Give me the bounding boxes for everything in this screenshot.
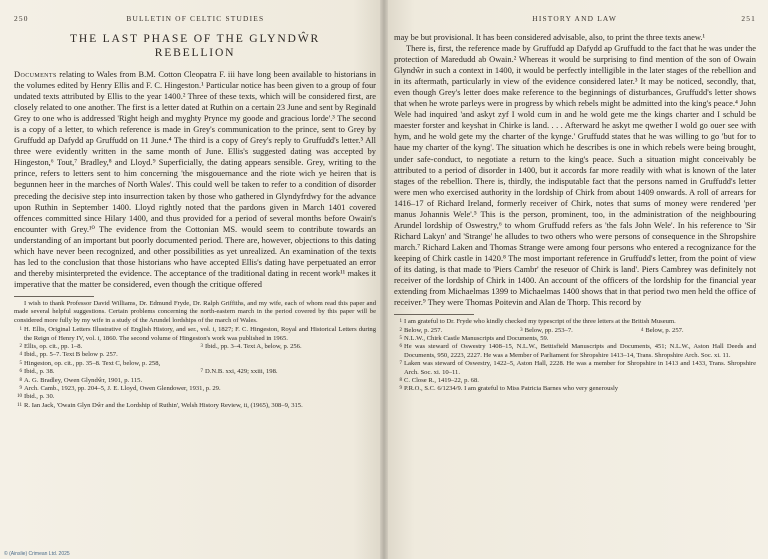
- footnote-text: He was steward of Oswestry 1408–15, N.L.W., Bettisfield Manuscripts and Documents, 451; N.L.W., Aston Hall Deeds and Documents, 950, 2223, 2227. He was a Member of Parliament for Shropshire 1413–14, Trans. Shropshire Arch. Soc. xi. 11.: [404, 343, 756, 359]
- article-title: [14, 32, 376, 60]
- footnote-number: 5: [19, 360, 22, 366]
- footnote-text: R. Ian Jack, 'Owain Glyn Dŵr and the Lordship of Ruthin', Welsh History Review, ii, (1965), 308–9, 315.: [24, 401, 303, 409]
- footnote-text: N.L.W., Chirk Castle Manuscripts and Documents, 59.: [404, 334, 549, 342]
- left-footnotes: [14, 326, 376, 410]
- article-title-line-1: THE LAST PHASE OF THE GLYNDŴR: [70, 32, 320, 45]
- footnote-text: P.R.O., S.C. 6/1234/9. I am grateful to Miss Patricia Barnes who very generously: [404, 385, 619, 393]
- footnote-pair: [14, 343, 376, 351]
- acknowledgement-note: I wish to thank Professor David Williams, Dr. Edmund Fryde, Dr. Ralph Griffiths, and my wife, each of whom read this paper and made several helpful suggestions. Certain problems concerning the north-eastern march in the period covered by this paper will be considered more fully by my wife in a study of the Arundel lordships of the march of Wales.: [14, 299, 376, 324]
- right-body-text: [394, 32, 756, 308]
- footnote-row: [394, 327, 756, 335]
- footnote-text: Below, p. 257.: [404, 326, 443, 334]
- footnote-text: Arch. Camb., 1923, pp. 204–5, J. E. Lloyd, Owen Glendower, 1931, p. 29.: [24, 385, 221, 392]
- footnote-number: 1: [399, 319, 402, 325]
- footnote: [14, 393, 376, 401]
- footnote: [14, 351, 376, 359]
- footnote-number: 2: [399, 327, 402, 333]
- footnote: [14, 360, 376, 368]
- footnote: [394, 385, 756, 393]
- footnote: [14, 385, 376, 393]
- left-paragraph-text: relating to Wales from B.M. Cotton Cleopatra F. iii have long been available to historians in the volumes edited by Henry Ellis and F. C. Hingeston.¹ Particular notice has been given to a group of four undated texts attributed by Ellis to the year 1400.² Three of these texts, which will be considered first, are closely related to one another. The first is a letter dated at Ruthin on a certain 23 June and sent by Reginald Grey to one who is addressed 'Right heigh and myghty Prynce my goode and gracious lorde'.³ The second is a copy of a letter, to which reference is made in Grey's communication to the prince, sent to Grey by Gruffudd ap Dafydd ap Gruffudd on 11 June.⁴ The third is a copy of Grey's reply to Gruffudd's letter.⁵ All three were evidently written in the same month of June. Ellis's suggested dating was accepted by Hingeston,⁶ Tout,⁷ Bradley,⁸ and Lloyd.⁹ Superficially, the dating appears sensible. Grey, writing to the prince, refers to letters sent to him concerning 'the misgouernance and the riote wich ye heiren that is begunnen heer in the marches of North Wales'. This could well be taken to refer to a condition of disorder preceding the decisive step into insurrection taken by those who gathered in Glyndyfrdwy for the advance upon Ruthin in September 1400. Lloyd rightly noted that the pardons given in March 1401 covered offences committed since Hilary 1400, and thus provided for a period of several months before Owain's encounter with Grey.¹⁰ The evidence from the Cottonian MS. would seem to contribute towards an understanding of an important but poorly documented period. There are, however, objections to this dating which have never been recognized, and other possibilities as yet unrealized. An examination of the texts has led to the conclusion that those historians who have accepted Ellis's dating have perpetuated an error and thereby misinterpreted the evidence. The acceptance of the traditional dating in recent work¹¹ makes it imperative that the matter be considered, even though the critique offered: [14, 69, 377, 289]
- footnote-number: 9: [399, 386, 402, 392]
- footnote-rule: [14, 296, 94, 297]
- footnote: [394, 343, 756, 360]
- footnote: [394, 318, 756, 326]
- footnote: [14, 402, 376, 410]
- footnote: [14, 377, 376, 385]
- footnote-text: Ibid., pp. 3–4. Text A, below, p. 256.: [205, 342, 302, 350]
- footnote-number: 4: [19, 352, 22, 358]
- left-paragraph: [14, 69, 376, 290]
- watermark: © (Ainslie) Crimean Ltd. 2025: [4, 551, 70, 557]
- footnote-number: 4: [640, 327, 644, 333]
- article-title-line-2: REBELLION: [154, 46, 236, 59]
- footnote-text: Ibid., p. 38.: [24, 368, 55, 376]
- left-body-text: [14, 69, 376, 290]
- footnote-number: 5: [399, 335, 402, 341]
- footnote-text: A. G. Bradley, Owen Glyndŵr, 1901, p. 115.: [24, 376, 143, 384]
- footnote-text: D.N.B. xxi, 429; xxiii, 198.: [205, 368, 278, 376]
- right-running-head: [394, 14, 756, 23]
- footnote-text: Laken was steward of Oswestry, 1422–5, Aston Hall, 2228. He was a member for Shropshire in 1413 and 1433, Trans. Shropshire Arch. Soc. xi. 10–11.: [404, 360, 756, 376]
- footnote-text: Ellis, op. cit., pp. 1–8.: [24, 342, 83, 350]
- footnote-number: 10: [17, 394, 22, 400]
- right-paragraph: may be but provisional. It has been considered advisable, also, to print the three texts anew.¹: [394, 32, 706, 42]
- footnote-text: C. Close R., 1419–22, p. 68.: [404, 377, 479, 385]
- right-page: [384, 0, 768, 559]
- footnote-number: 11: [17, 402, 22, 408]
- footnote-text: Ibid., p. 30.: [24, 393, 55, 401]
- footnote-text: Hingeston, op. cit., pp. 35–8. Text C, below, p. 258,: [24, 359, 161, 367]
- footnote-rule: [394, 314, 474, 315]
- footnote-number: 1: [19, 327, 22, 333]
- footnote-number: 8: [19, 377, 22, 383]
- left-running-head: [14, 14, 376, 23]
- footnote-number: 2: [19, 343, 22, 349]
- footnote-number: 7: [200, 369, 203, 375]
- footnote-text: Below, pp. 253–7.: [524, 326, 573, 334]
- footnote-text: Below, p. 257.: [645, 326, 684, 334]
- footnote: [394, 335, 756, 343]
- footnote: [394, 360, 756, 377]
- footnote-pair: [14, 368, 376, 376]
- footnote-text: H. Ellis, Original Letters Illustrative of English History, and ser., vol. i, 1827; F. C. Hingeston, Royal and Historical Letters during the Reign of Henry IV, vol. i, 1860. The second volume of Hingeston's work was published in 1965.: [24, 326, 376, 342]
- footnote-number: 9: [19, 386, 22, 391]
- footnote-number: 8: [399, 378, 402, 384]
- left-running-title: BULLETIN OF CELTIC STUDIES: [126, 14, 265, 23]
- right-page-number: 251: [741, 14, 756, 23]
- footnote-text: Ibid., pp. 5–7. Text B below p. 257.: [24, 351, 118, 359]
- footnote: [14, 326, 376, 343]
- footnote-number: 6: [399, 344, 402, 350]
- left-page-number: 250: [14, 14, 29, 23]
- lead-word: Documents: [14, 69, 57, 79]
- footnote: [394, 377, 756, 385]
- right-running-title: HISTORY AND LAW: [532, 14, 618, 23]
- footnote-number: 3: [520, 327, 523, 333]
- footnote-number: 3: [200, 343, 203, 349]
- footnote-text: I am grateful to Dr. Fryde who kindly checked my typescript of the three letters at the British Museum.: [404, 318, 676, 326]
- footnote-number: 7: [399, 361, 402, 367]
- book-gutter: [380, 0, 388, 559]
- footnote-number: 6: [19, 369, 22, 375]
- right-paragraph: There is, first, the reference made by Gruffudd ap Dafydd ap Gruffudd to the fact that he was under the protection of Maredudd ab Owain.² Whereas it would be surprising to find mention of the son of Owain Glyndŵr in such a context in 1400, it would be perfectly intelligible in the later stages of the rebellion and in its aftermath, particularly in view of the evidence considered later.³ It may be noticed, secondly, that, even though Grey's letter does make reference to the beginnings of disturbances, Gruffudd's letter shows that when he wrote parleys were in progress by which rebels might be admitted into the king's peace.⁴ John Wele had inquired 'and askyt zyf I wold cum in and he wold gete me the kings charter and I schuld be maester forster and keyshat in Chirke is land. . . . Afterward he askyt me qwether I wold go ouer see with hym, and he wold gete my the charter of the kynge.' Gruffudd states that he was willing to go 'but for to haue my charter of the kyng'. The situation which he describes is one in which rebels were being brought, under safe-conduct, to negotiate a return to the king's peace. Such a situation might conceivably be attributed to a period of disorder in 1400, but it accords far more readily with what is known of the later stages of the rebellion. There is, thirdly, the indisputable fact that the persons named in Gruffudd's letter were men who exercised authority in the lordship of Chirk from about 1409 onwards. A roll of arrears for 1416–17 of Richard Ireland, formerly receiver of Chirk, notes that sums of money were rendered 'per manus Johannis Wele'.⁵ This is the person, prominent, too, in the administration of the neighbouring Arundel lordship of Oswestry,⁶ to whom Gruffudd refers as 'the fals John Wele'. In his reference to 'Sir Richard Lakyn' and 'Strange' he alludes to two others who were persons of consequence in the Shropshire march.⁷ Richard Laken and Thomas Strange were among four persons who entered a recognizance for the keeping of Chirk castle in 1420.⁸ The most important reference in Gruffudd's letter, from the point of view of its dating, is that made to 'Piers Cambr' the reseuor of Chirk is land'. Piers Cambrey was definitely not receiver of the lordship of Chirk in 1400. An account of the officers of the lordship for the financial year extending from Michaelmas 1399 to Michaelmas 1400 shows that in that period two men held the office of receiver.⁹ They were Thomas Poitevin and Alan de Thorp. This record by: [394, 43, 756, 308]
- right-footnotes: [394, 318, 756, 394]
